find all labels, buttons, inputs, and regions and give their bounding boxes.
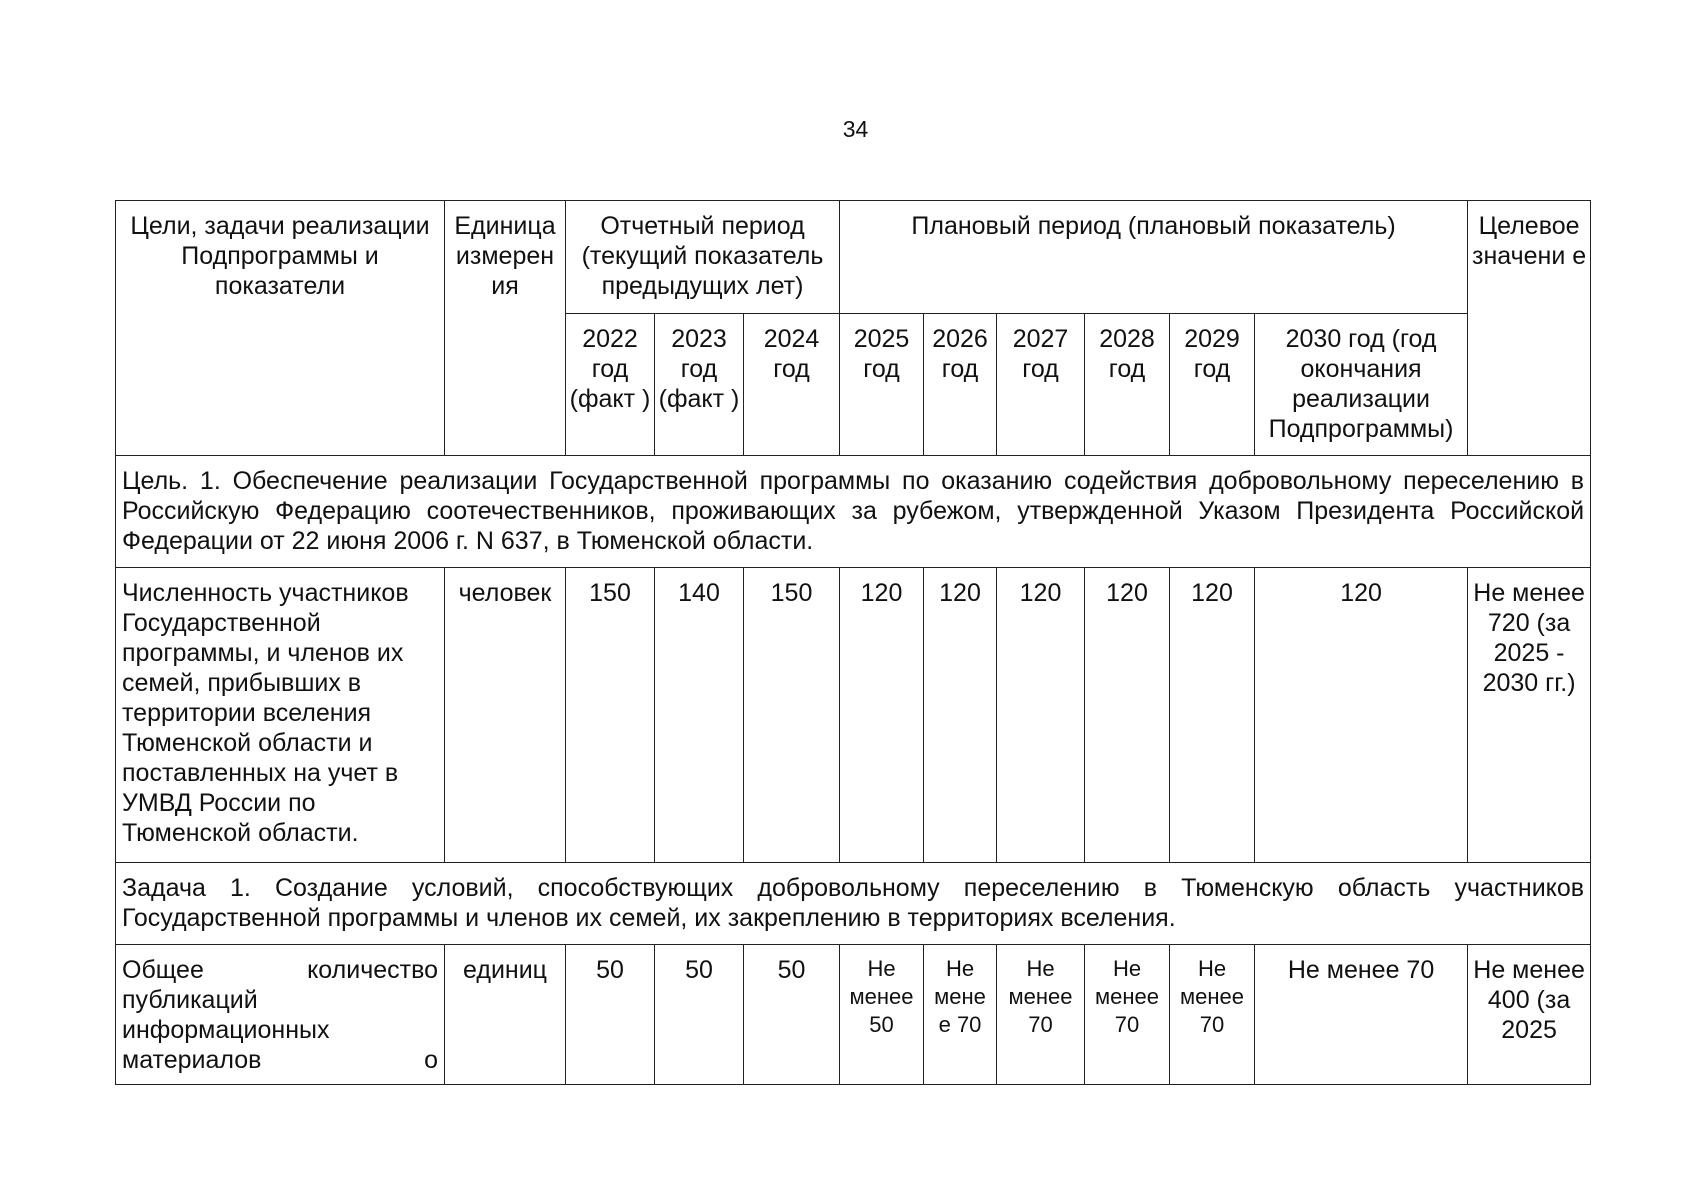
indicator-value: 120 [1255, 568, 1468, 863]
indicator-value: 150 [566, 568, 655, 863]
header-goals: Цели, задачи реализации Подпрограммы и показатели [116, 201, 445, 456]
header-year: 2030 год (год окончания реализации Подпрограммы) [1255, 314, 1468, 456]
goal-text: Цель. 1. Обеспечение реализации Государственной программы по оказанию содействия добровольному переселению в Российскую Федерацию соотечественников, проживающих за рубежом, утвержденной Указом Президента Российской Федерации от 22 июня 2006 г. N 637, в Тюменской области. [116, 456, 1591, 568]
indicator-target: Не менее 400 (за 2025 [1468, 945, 1591, 1085]
indicator-name: Численность участников Государственной программы, и членов их семей, прибывших в территории вселения Тюменской области и поставленных на учет в УМВД России по Тюменской области. [116, 568, 445, 863]
indicator-row [116, 568, 1591, 863]
indicator-value: 120 [1170, 568, 1255, 863]
indicator-value: 50 [566, 945, 655, 1085]
header-year: 2026 год [924, 314, 997, 456]
indicator-value: 120 [924, 568, 997, 863]
header-row-1 [116, 201, 1591, 314]
indicator-value: Не менее 70 [1085, 945, 1170, 1085]
indicator-value: 140 [655, 568, 744, 863]
indicator-value: 50 [744, 945, 840, 1085]
indicator-value: Не менее 70 [997, 945, 1085, 1085]
header-target: Целевое значени е [1468, 201, 1591, 456]
indicators-table [115, 200, 1591, 1085]
header-year: 2025 год [840, 314, 924, 456]
header-year: 2027 год [997, 314, 1085, 456]
indicator-unit: единиц [445, 945, 566, 1085]
header-unit: Единица измерен ия [445, 201, 566, 456]
header-year: 2022 год (факт ) [566, 314, 655, 456]
indicator-value: 120 [997, 568, 1085, 863]
indicator-row [116, 945, 1591, 1085]
header-reporting-period: Отчетный период (текущий показатель предыдущих лет) [566, 201, 840, 314]
indicator-value: Не менее 70 [1170, 945, 1255, 1085]
indicator-name: Общее количество публикаций информационных материалов о [116, 945, 445, 1085]
header-year: 2024 год [744, 314, 840, 456]
indicator-value: Не менее 50 [840, 945, 924, 1085]
indicator-unit: человек [445, 568, 566, 863]
indicator-value: Не мене е 70 [924, 945, 997, 1085]
page-number: 34 [842, 116, 869, 142]
task-row [116, 863, 1591, 945]
indicator-value: 50 [655, 945, 744, 1085]
goal-row [116, 456, 1591, 568]
indicator-value: 150 [744, 568, 840, 863]
header-year: 2028 год [1085, 314, 1170, 456]
task-text: Задача 1. Создание условий, способствующих добровольному переселению в Тюменскую область участников Государственной программы и членов их семей, их закреплению в территориях вселения. [116, 863, 1591, 945]
indicator-value: Не менее 70 [1255, 945, 1468, 1085]
indicator-value: 120 [840, 568, 924, 863]
header-planned-period: Плановый период (плановый показатель) [840, 201, 1468, 314]
indicator-value: 120 [1085, 568, 1170, 863]
indicator-target: Не менее 720 (за 2025 - 2030 гг.) [1468, 568, 1591, 863]
header-year: 2023 год (факт ) [655, 314, 744, 456]
header-year: 2029 год [1170, 314, 1255, 456]
